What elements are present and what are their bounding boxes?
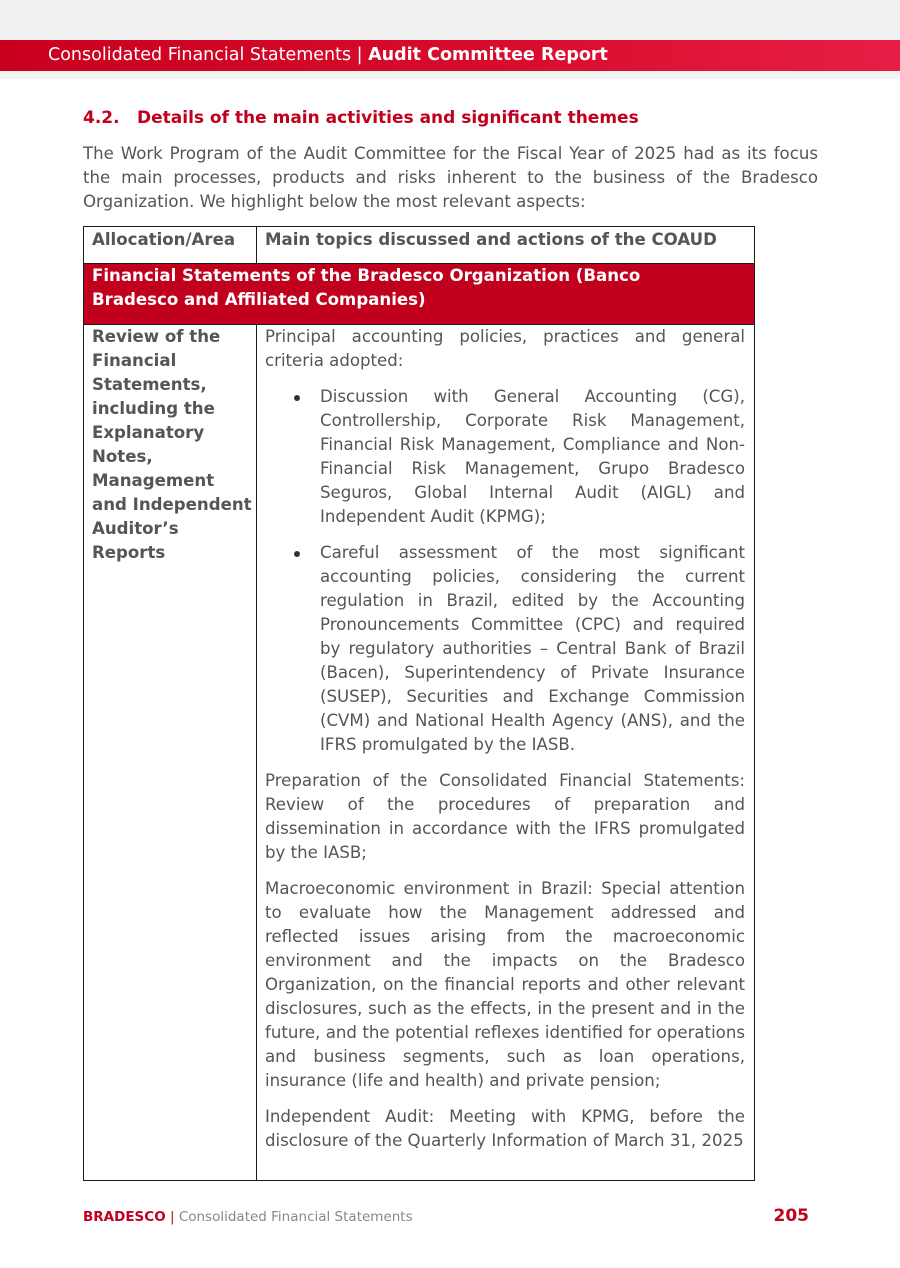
policies-paragraph: Principal accounting policies, practices and general criteria adopted: xyxy=(265,327,745,370)
header-shadow xyxy=(0,71,900,79)
top-margin xyxy=(0,0,900,40)
section-title: Details of the main activities and significant themes xyxy=(137,108,639,128)
footer-doc-title: Consolidated Financial Statements xyxy=(178,1209,413,1225)
bullet-list xyxy=(265,385,745,757)
bullet-icon xyxy=(294,551,300,557)
independent-audit-paragraph: Independent Audit: Meeting with KPMG, before the disclosure of the Quarterly Information of March 31, 2025 xyxy=(265,1107,745,1150)
activities-table xyxy=(83,226,755,1181)
footer-separator: | xyxy=(165,1209,179,1225)
column-header-area: Allocation/Area xyxy=(84,227,257,264)
macroeconomic-paragraph: Macroeconomic environment in Brazil: Special attention to evaluate how the Management addressed and reflected issues arising from the macroeconomic environment and the impacts on the Bradesco Organization, on the financial reports and other relevant disclosures, such as the effects, in the present and in the future, and the potential reflexes identified for operations and business segments, such as loan operations, insurance (life and health) and private pension; xyxy=(265,879,745,1090)
intro-paragraph: The Work Program of the Audit Committee for the Fiscal Year of 2025 had as its focus the main processes, products and risks inherent to the business of the Bradesco Organization. We highlight below the most relevant aspects: xyxy=(83,144,818,211)
section-number: 4.2. xyxy=(83,108,120,128)
section-heading xyxy=(83,106,818,130)
list-item xyxy=(265,541,745,757)
footer xyxy=(83,1207,413,1227)
bullet-text: Careful assessment of the most significant accounting policies, considering the current regulation in Brazil, edited by the Accounting Pronouncements Committee (CPC) and required by regulatory authorities – Central Bank of Brazil (Bacen), Superintendency of Private Insurance (SUSEP), Securities and Exchange Commission (CVM) and National Health Agency (ANS), and the IFRS promulgated by the IASB. xyxy=(320,543,745,754)
bullet-icon xyxy=(294,395,300,401)
header-title-regular: Consolidated Financial Statements | xyxy=(48,45,369,65)
column-header-topics: Main topics discussed and actions of the COAUD xyxy=(257,227,755,264)
footer-brand: BRADESCO xyxy=(83,1209,166,1225)
bullet-text: Discussion with General Accounting (CG), Controllership, Corporate Risk Management, Financial Risk Management, Compliance and Non-Financial Risk Management, Grupo Bradesco Seguros, Global Internal Audit (AIGL) and Independent Audit (KPMG); xyxy=(320,387,745,526)
topics-cell xyxy=(257,325,755,1181)
table-header-row xyxy=(84,227,755,264)
header-title-bold: Audit Committee Report xyxy=(368,45,608,65)
header-banner xyxy=(0,40,900,71)
section-row xyxy=(84,264,755,325)
area-cell: Review of the Financial Statements, including the Explanatory Notes, Management and Independent Auditor’s Reports xyxy=(84,325,257,1181)
table-row xyxy=(84,325,755,1181)
preparation-paragraph: Preparation of the Consolidated Financial Statements: Review of the procedures of preparation and dissemination in accordance with the IFRS promulgated by the IASB; xyxy=(265,771,745,862)
section-row-label: Financial Statements of the Bradesco Organization (Banco Bradesco and Affiliated Companies) xyxy=(84,264,755,325)
page-number: 205 xyxy=(773,1206,809,1226)
list-item xyxy=(265,385,745,529)
